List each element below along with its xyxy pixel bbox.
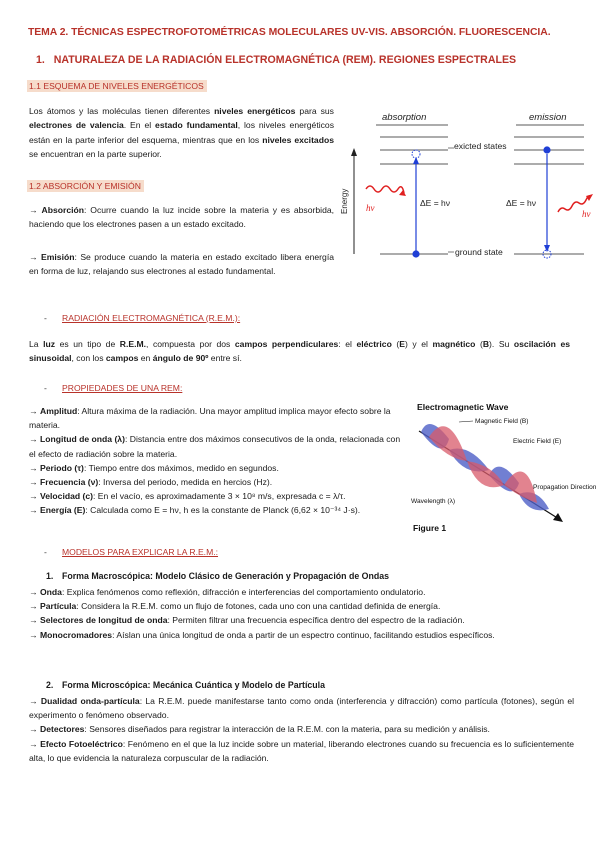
- models-heading: - MODELOS PARA EXPLICAR LA R.E.M.:: [44, 547, 219, 557]
- property-periodo: → Periodo (τ): Tiempo entre dos máximos, medido en segundos.: [29, 462, 279, 473]
- model-1-title: 1. Forma Macroscópica: Modelo Clásico de Generación y Propagación de Ondas: [46, 571, 390, 581]
- absorption-label: absorption: [382, 112, 427, 123]
- emission-label: emission: [529, 112, 567, 123]
- property-energia: → Energía (E): Calculada como E = hν, h es la constante de Planck (6,62 × 10⁻³⁴ J·s).: [29, 505, 361, 516]
- property-amplitud: → Amplitud: Altura máxima de la radiación. Una mayor amplitud implica mayor efecto sobre la materia.: [29, 406, 391, 431]
- hv-absorption: hν: [366, 203, 375, 213]
- energy-axis-label: Energy: [340, 188, 349, 214]
- section-number: 1.: [36, 54, 45, 66]
- absorcion-label: Absorción: [41, 205, 84, 215]
- emision-label: Emisión: [41, 252, 75, 262]
- delta-e-absorption: ΔE = hν: [420, 198, 451, 208]
- model-1-particula: → Partícula: Considera la R.E.M. como un flujo de fotones, cada uno con una cantidad definida de energía.: [29, 601, 441, 612]
- model-2-list: [29, 694, 574, 765]
- paragraph-absorcion: → Absorción: Ocurre cuando la luz incide sobre la materia y es absorbida, haciendo que los electrones pasen a un estado excitado.: [29, 205, 335, 230]
- paragraph-energy-levels: Los átomos y las moléculas tienen diferentes niveles energéticos para sus electrones de valencia. En el estado fundamental, los niveles energéticos están en la parte inferior del esquema, mientras que en los niveles excitados se encuentran en la parte superior.: [29, 106, 334, 159]
- energy-level-diagram: [336, 104, 598, 274]
- magnetic-field-label: Magnetic Field (B): [475, 418, 529, 425]
- property-longitud: → Longitud de onda (λ): Distancia entre dos máximos consecutivos de la onda, relacionada con el efecto de radiación sobre la materia.: [29, 434, 401, 459]
- paragraph-rem: La luz es un tipo de R.E.M., compuesta por dos campos perpendiculares: el eléctrico (E) y el magnético (B). Su oscilación es sinusoidal, con los campos en ángulo de 90º entre sí.: [29, 339, 571, 364]
- figure-caption: Figure 1: [413, 523, 447, 533]
- model-2-fotoelectrico: → Efecto Fotoeléctrico: Fenómeno en el que la luz incide sobre un material, liberando electrones cuando su frecuencia es lo suficientemente alta, lo que evidencia la naturaleza corpuscular de la radiación.: [29, 738, 575, 763]
- paragraph-emision: → Emisión: Se produce cuando la materia en estado excitado libera energía en forma de luz, relajando sus electrones al estado fundamental.: [29, 252, 334, 277]
- ground-state-label: ground state: [455, 247, 503, 257]
- model-2-dualidad: → Dualidad onda-partícula: La R.E.M. puede manifestarse tanto como onda (interferencia y difracción) como partícula (fotones), según el experimento o fenómeno observado.: [29, 696, 575, 721]
- electron-excited-absorption: [412, 150, 420, 158]
- property-velocidad: → Velocidad (c): En el vacío, es aproximadamente 3 × 10⁸ m/s, expresada c = λ/τ.: [29, 491, 346, 502]
- model-1-onda: → Onda: Explica fenómenos como reflexión, difracción e interferencias del comportamiento ondulatorio.: [29, 587, 426, 597]
- model-1-monocromadores: → Monocromadores: Aíslan una única longitud de onda a partir de un espectro continuo, facilitando estudios específicos.: [29, 629, 495, 640]
- wavelength-label: Wavelength (λ): [411, 498, 456, 505]
- subsection-heading-1-1: 1.1 ESQUEMA DE NIVELES ENERGÉTICOS: [27, 80, 207, 92]
- model-2-detectores: → Detectores: Sensores diseñados para registrar la interacción de la R.E.M. con la materia, para su medición y análisis.: [29, 724, 490, 735]
- emision-text: Se produce cuando la materia en estado excitado libera energía en forma de luz, relajando sus electrones al estado fundamental.: [29, 252, 334, 277]
- electric-field-label: Electric Field (E): [513, 438, 562, 445]
- hv-emission: hν: [582, 209, 591, 219]
- photon-in-icon: [366, 186, 404, 193]
- section-title-text: NATURALEZA DE LA RADIACIÓN ELECTROMAGNÉTICA (REM). REGIONES ESPECTRALES: [53, 54, 517, 66]
- properties-heading: - PROPIEDADES DE UNA REM:: [44, 383, 183, 393]
- electron-ground-absorption: [412, 250, 419, 257]
- properties-list: [29, 404, 407, 518]
- excited-states-label: exicted states: [454, 141, 507, 151]
- document-title: TEMA 2. TÉCNICAS ESPECTROFOTOMÉTRICAS MOLECULARES UV-VIS. ABSORCIÓN. FLUORESCENCIA.: [28, 27, 551, 38]
- delta-e-emission: ΔE = hν: [506, 198, 537, 208]
- section-title: [36, 54, 516, 66]
- absorcion-text: Ocurre cuando la luz incide sobre la materia y es absorbida, haciendo que los electrones pasen a un estado excitado.: [29, 205, 335, 230]
- subsection-heading-1-2: 1.2 ABSORCIÓN Y EMISIÓN: [27, 180, 144, 192]
- electron-excited-emission: [543, 146, 550, 153]
- property-frecuencia: → Frecuencia (ν): Inversa del periodo, medida en hercios (Hz).: [29, 477, 273, 488]
- propagation-label: Propagation Direction: [533, 484, 597, 491]
- model-2-title: 2. Forma Microscópica: Mecánica Cuántica y Modelo de Partícula: [46, 680, 326, 690]
- rem-heading: - RADIACIÓN ELECTROMAGNÉTICA (R.E.M.):: [44, 313, 241, 323]
- model-1-selectores: → Selectores de longitud de onda: Permiten filtrar una frecuencia específica dentro del espectro de la radiación.: [29, 615, 465, 626]
- model-1-list: [29, 585, 574, 642]
- em-wave-title: Electromagnetic Wave: [417, 402, 509, 412]
- em-wave-figure: [409, 399, 597, 542]
